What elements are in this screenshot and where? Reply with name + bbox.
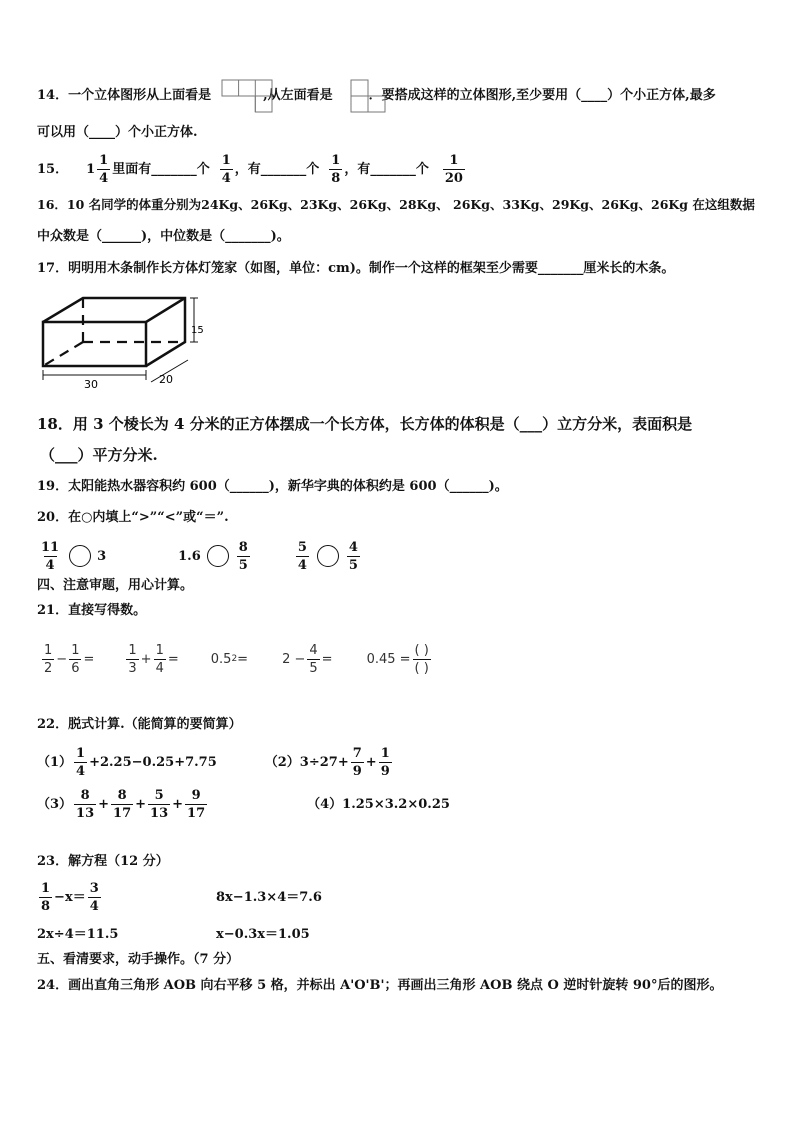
q14-line1: 14．一个立体图形从上面看是 ,从左面看是 ．要搭成这样的立体图形,至少要用（____）个小正方体,最多 <box>37 88 716 103</box>
q15-line: 15． 1 $\frac{1}{4}$ 里面有_______个 $\frac{1}{4}$ ，有_______个 $\frac{1}{8}$ ，有_______个 $\frac{1}{20}$ <box>37 152 463 186</box>
cuboid-figure <box>38 296 213 392</box>
q15-mixed-number: 1 $\frac{1}{4}$ <box>86 152 109 186</box>
q22-title: 22．脱式计算.（能简算的要简算） <box>37 717 242 732</box>
width-label: 20 <box>159 373 173 386</box>
q23-eq1: $\frac{1}{8}$ −x＝ $\frac{3}{4}$ <box>41 880 99 914</box>
q23-eq2: 8x−1.3×4＝7.6 <box>216 890 322 905</box>
top-view-figure <box>221 79 273 113</box>
q23-title: 23．解方程（12 分） <box>37 854 169 869</box>
q20-text: 20．在○内填上“>”“<”或“＝”. <box>37 510 229 525</box>
q18-line2: （___）平方分米. <box>40 446 158 464</box>
q22-row1: （1） $\frac{1}{4}$ +2.25−0.25+7.75 （2）3÷27+ $\frac{7}{9}$ + $\frac{1}{9}$ <box>37 745 390 779</box>
q16-line2: 中众数是（______)，中位数是（_______)。 <box>37 229 290 244</box>
q17-text: 17．明明用木条制作长方体灯笼家（如图，单位：cm)。制作一个这样的框架至少需要_______厘米长的木条。 <box>37 261 675 276</box>
length-label: 30 <box>84 378 98 391</box>
compare-circle-1[interactable] <box>69 545 91 567</box>
q14-line2: 可以用（____）个小正方体. <box>37 125 198 140</box>
q23-eq4: x−0.3x＝1.05 <box>216 927 310 942</box>
q16-line1: 16．10 名同学的体重分别为24Kg、26Kg、23Kg、26Kg、28Kg、 26Kg、33Kg、29Kg、26Kg、26Kg 在这组数据 <box>37 197 755 212</box>
q21-title: 21．直接写得数。 <box>37 603 147 618</box>
left-view-figure <box>350 79 386 113</box>
q24-text: 24．画出直角三角形 AOB 向右平移 5 格，并标出 A'O'B'；再画出三角形 AOB 绕点 O 逆时针旋转 90°后的图形。 <box>37 978 723 993</box>
compare-circle-2[interactable] <box>207 545 229 567</box>
compare-circle-3[interactable] <box>317 545 339 567</box>
q22-row2: （3） $\frac{8}{13}$ + $\frac{8}{17}$ + $\frac{5}{13}$ + $\frac{9}{17}$ （4）1.25×3.2×0.25 <box>37 787 450 821</box>
height-label: 15 <box>191 325 204 336</box>
q19-text: 19．太阳能热水器容积约 600（______)，新华字典的体积约是 600（______)。 <box>37 479 508 494</box>
q18-line1: 18．用 3 个棱长为 4 分米的正方体摆成一个长方体，长方体的体积是（___）立方分米，表面积是 <box>37 415 693 433</box>
q21-expressions: $\frac{1}{2}$ − $\frac{1}{6}$ = $\frac{1}{3}$ + $\frac{1}{4}$ = 0.5 2 = 2 − $\frac{4}{5}$ = 0.45 = $\frac{( )}{( )}$ <box>44 642 429 676</box>
q20-items: $\frac{11}{4}$ 3 1.6 $\frac{8}{5}$ $\frac{5}{4}$ $\frac{4}{5}$ <box>41 539 358 573</box>
section-4-title: 四、注意审题，用心计算。 <box>37 578 194 593</box>
section-5-title: 五、看清要求，动手操作。（7 分） <box>37 952 240 967</box>
q23-eq3: 2x÷4＝11.5 <box>37 927 119 942</box>
